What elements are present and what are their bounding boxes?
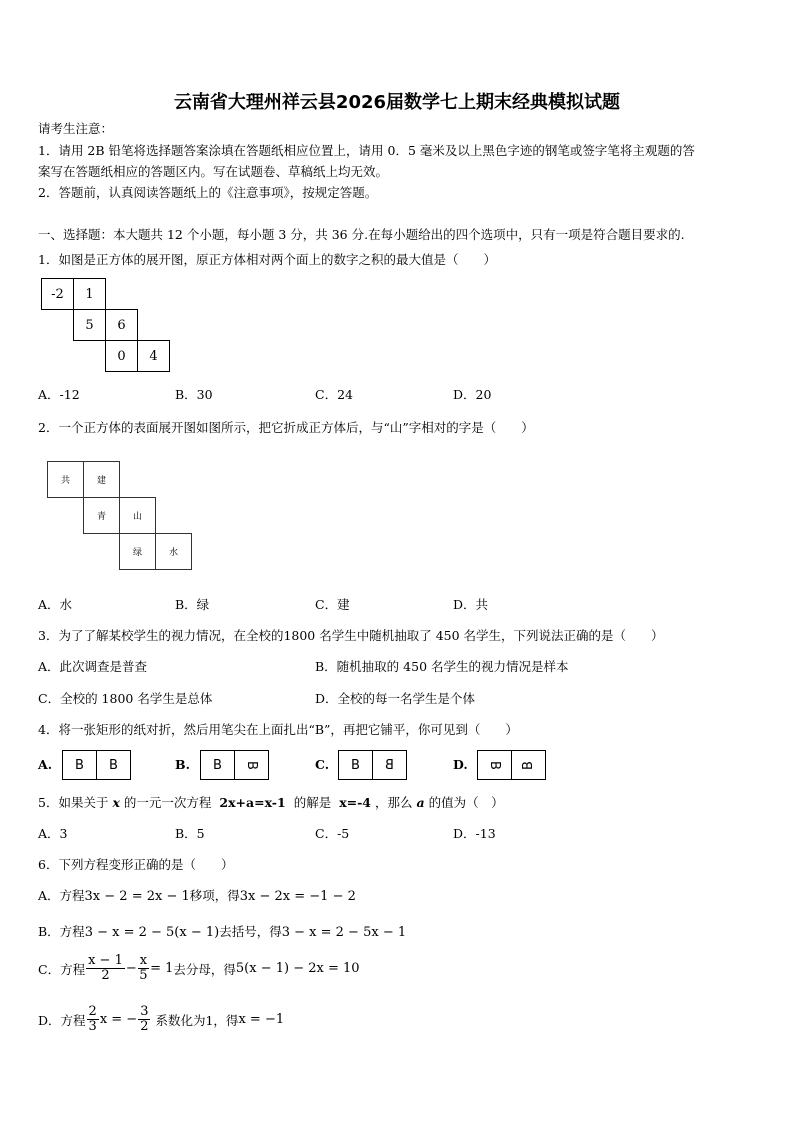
q6-stem: 6．下列方程变形正确的是（ ） — [38, 857, 234, 872]
q6-c-prefix: C．方程 — [38, 961, 86, 977]
q6-option-c — [38, 954, 360, 983]
q4-option-b-label: B. — [175, 757, 190, 772]
q4-letter: B — [520, 760, 536, 770]
q4-letter: B — [486, 760, 502, 770]
q2-face: 山 — [119, 497, 156, 534]
notice-heading: 请考生注意： — [38, 121, 114, 136]
q4-option-d-label: D. — [453, 757, 468, 772]
q5-var-x: x — [112, 795, 120, 810]
q4-option-b-figure — [200, 750, 269, 780]
q2-face: 共 — [47, 461, 84, 498]
q6-b-result: 3 − x = 2 − 5x − 1 — [281, 925, 407, 940]
q1-stem: 1．如图是正方体的展开图，原正方体相对两个面上的数字之积的最大值是（ ） — [38, 252, 496, 267]
q3-option-a: A．此次调查是普查 — [38, 659, 148, 674]
q1-face: 6 — [105, 309, 138, 341]
q5-var-a: a — [416, 795, 425, 810]
q6-d-x-equals: x = − — [99, 1012, 138, 1027]
q5-option-d: D．-13 — [453, 826, 496, 841]
notice-line-1b: 案写在答题纸相应的答题区内。写在试题卷、草稿纸上均无效。 — [38, 164, 389, 179]
q2-face: 绿 — [119, 533, 156, 570]
q1-face: -2 — [41, 278, 74, 310]
q1-face: 5 — [73, 309, 106, 341]
q2-option-b: B．绿 — [175, 597, 210, 612]
q6-b-middle: 去括号，得 — [219, 924, 282, 939]
q4-letter: B — [385, 757, 394, 773]
q6-d-fraction-1 — [87, 1005, 99, 1034]
q4-option-a-label: A. — [38, 757, 53, 772]
q2-face: 青 — [83, 497, 120, 534]
q6-d-middle: 系数化为1，得 — [155, 1012, 239, 1028]
q4-option-c-label: C. — [315, 757, 330, 772]
q6-d-fraction-2 — [138, 1005, 150, 1034]
q6-c-num-2: x — [139, 953, 148, 968]
q6-option-d — [38, 1005, 284, 1034]
q4-letter: B — [75, 757, 84, 773]
q2-option-d: D．共 — [453, 597, 489, 612]
q4-letter-mirrored — [372, 751, 406, 779]
q5-equation: 2x+a=x-1 — [219, 795, 286, 810]
q1-option-d: D．20 — [453, 387, 492, 402]
q4-letter-rotated — [478, 751, 511, 779]
q1-option-b: B．30 — [175, 387, 213, 402]
q6-d-den-2: 2 — [140, 1019, 149, 1034]
q6-c-minus: − — [125, 961, 137, 976]
q6-c-result: 5(x − 1) − 2x = 10 — [235, 961, 360, 976]
q2-option-a: A．水 — [38, 597, 73, 612]
q6-option-b — [38, 922, 406, 940]
notice-line-1a: 1．请用 2B 铅笔将选择题答案涂填在答题纸相应位置上，请用 0．5 毫米及以上黑色字迹的钢笔或签字笔将主观题的答 — [38, 143, 695, 158]
q6-d-result: x = −1 — [238, 1012, 285, 1027]
q4-letter: B — [351, 757, 360, 773]
q6-b-equation: 3 − x = 2 − 5(x − 1) — [84, 925, 220, 940]
q6-c-equals: = 1 — [150, 961, 174, 976]
q3-stem: 3．为了了解某校学生的视力情况，在全校的1800 名学生中随机抽取了 450 名学生，下列说法正确的是（ ） — [38, 628, 664, 643]
q5-stem-part: 的一元一次方程 — [123, 795, 212, 810]
q2-stem: 2．一个正方体的表面展开图如图所示，把它折成正方体后，与“山”字相对的字是（ ） — [38, 420, 534, 435]
q4-stem: 4．将一张矩形的纸对折，然后用笔尖在上面扎出“B”，再把它铺平，你可见到（ ） — [38, 722, 518, 737]
q5-option-c: C．-5 — [315, 826, 350, 841]
q6-c-num-1: x − 1 — [88, 953, 123, 968]
q4-option-d-figure — [477, 750, 546, 780]
q6-b-prefix: B．方程 — [38, 924, 85, 939]
q6-c-fraction-2 — [138, 954, 149, 983]
q5-stem-part: 的值为（ ） — [428, 795, 504, 810]
page-title: 云南省大理州祥云县2026届数学七上期末经典模拟试题 — [173, 92, 621, 113]
q5-option-b: B．5 — [175, 826, 205, 841]
q4-letter-rotated — [511, 751, 545, 779]
q6-a-equation: 3x − 2 = 2x − 1 — [84, 889, 190, 904]
q6-option-a — [38, 886, 356, 904]
q2-face: 建 — [83, 461, 120, 498]
section-heading: 一、选择题：本大题共 12 个小题，每小题 3 分，共 36 分.在每小题给出的四个选项中，只有一项是符合题目要求的. — [38, 227, 685, 242]
q5-stem-part: 的解是 — [293, 795, 332, 810]
q6-d-num-1: 2 — [88, 1004, 97, 1019]
q6-d-den-1: 3 — [88, 1019, 97, 1034]
q1-face: 4 — [137, 340, 170, 372]
q1-option-c: C．24 — [315, 387, 353, 402]
q4-letter: B — [96, 751, 130, 779]
q3-option-b: B．随机抽取的 450 名学生的视力情况是样本 — [315, 659, 569, 674]
q3-option-d: D．全校的每一名学生是个体 — [315, 691, 476, 706]
q3-option-c: C．全校的 1800 名学生是总体 — [38, 691, 213, 706]
q6-a-middle: 移项，得 — [189, 888, 240, 903]
q1-face: 0 — [105, 340, 138, 372]
q6-d-num-2: 3 — [140, 1004, 149, 1019]
q4-letter-rotated — [234, 751, 268, 779]
q2-face: 水 — [155, 533, 192, 570]
q4-option-a-figure — [62, 750, 131, 780]
q6-c-fraction-1 — [86, 954, 125, 983]
q5-stem-part: ，那么 — [374, 795, 413, 810]
q1-option-a: A．-12 — [38, 387, 80, 402]
q5-stem-part: 5．如果关于 — [38, 795, 109, 810]
q4-letter: B — [213, 757, 222, 773]
q2-option-c: C．建 — [315, 597, 350, 612]
q6-a-result: 3x − 2x = −1 − 2 — [239, 889, 356, 904]
q6-d-prefix: D．方程 — [38, 1012, 86, 1028]
q4-letter: B — [243, 760, 259, 770]
q4-option-c-figure — [338, 750, 407, 780]
q6-a-prefix: A．方程 — [38, 888, 85, 903]
q5-option-a: A．3 — [38, 826, 68, 841]
q1-face: 1 — [73, 278, 106, 310]
q6-c-den-2: 5 — [139, 968, 148, 983]
q5-stem — [38, 793, 504, 811]
q5-solution: x=-4 — [339, 795, 371, 810]
q6-c-middle: 去分母，得 — [173, 961, 236, 977]
notice-line-2: 2．答题前，认真阅读答题纸上的《注意事项》，按规定答题。 — [38, 185, 378, 200]
q6-c-den-1: 2 — [101, 968, 110, 983]
